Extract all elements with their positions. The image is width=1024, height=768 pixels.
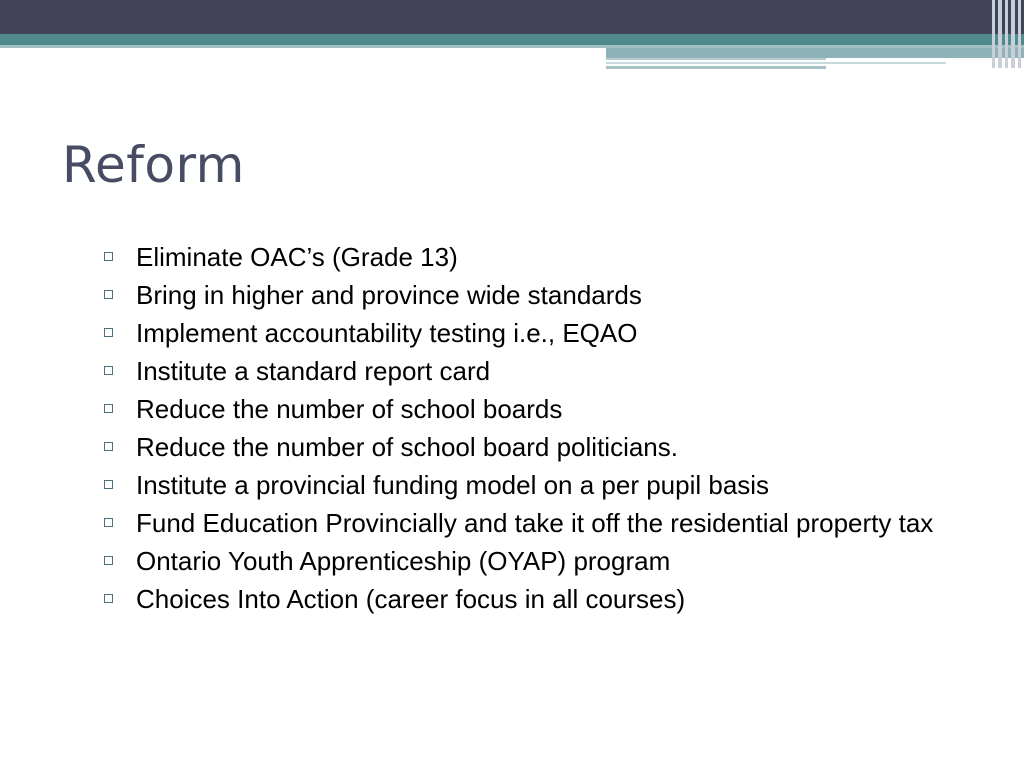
header-accent-block	[606, 48, 1024, 58]
bullet-item	[104, 432, 964, 463]
header-stripe	[1018, 0, 1021, 68]
square-outline-icon	[104, 556, 113, 565]
bullet-text: Fund Education Provincially and take it off the residential property tax	[136, 508, 934, 538]
header-band-dark	[0, 0, 1024, 34]
bullet-text: Reduce the number of school boards	[136, 394, 563, 424]
bullet-item	[104, 470, 964, 501]
bullet-text: Bring in higher and province wide standards	[136, 280, 642, 310]
square-outline-icon	[104, 594, 113, 603]
bullet-text: Choices Into Action (career focus in all courses)	[136, 584, 686, 614]
bullet-text: Reduce the number of school board politicians.	[136, 432, 678, 462]
bullet-item	[104, 356, 964, 387]
header-stripes	[990, 0, 1024, 68]
bullet-item	[104, 546, 964, 577]
bullet-item	[104, 584, 964, 615]
square-outline-icon	[104, 404, 113, 413]
square-outline-icon	[104, 290, 113, 299]
bullet-text: Institute a standard report card	[136, 356, 491, 386]
slide-title: Reform	[62, 136, 245, 194]
header-accent-line	[606, 62, 946, 64]
square-outline-icon	[104, 480, 113, 489]
square-outline-icon	[104, 252, 113, 261]
bullet-item	[104, 394, 964, 425]
header-band-teal	[0, 34, 1024, 45]
square-outline-icon	[104, 328, 113, 337]
bullet-item	[104, 242, 964, 273]
header-stripe	[992, 0, 995, 68]
bullet-text: Eliminate OAC’s (Grade 13)	[136, 242, 458, 272]
bullet-list	[104, 242, 964, 622]
header-accent-line	[606, 66, 826, 69]
header-accent-line	[606, 58, 826, 60]
square-outline-icon	[104, 518, 113, 527]
bullet-text: Ontario Youth Apprenticeship (OYAP) program	[136, 546, 671, 576]
bullet-text: Implement accountability testing i.e., EQAO	[136, 318, 638, 348]
header-band	[0, 0, 1024, 68]
bullet-text: Institute a provincial funding model on a per pupil basis	[136, 470, 770, 500]
header-stripe	[998, 0, 1002, 68]
bullet-item	[104, 280, 964, 311]
bullet-item	[104, 318, 964, 349]
square-outline-icon	[104, 442, 113, 451]
header-stripe	[1011, 0, 1015, 68]
bullet-item	[104, 508, 964, 539]
header-stripe	[1005, 0, 1008, 68]
square-outline-icon	[104, 366, 113, 375]
